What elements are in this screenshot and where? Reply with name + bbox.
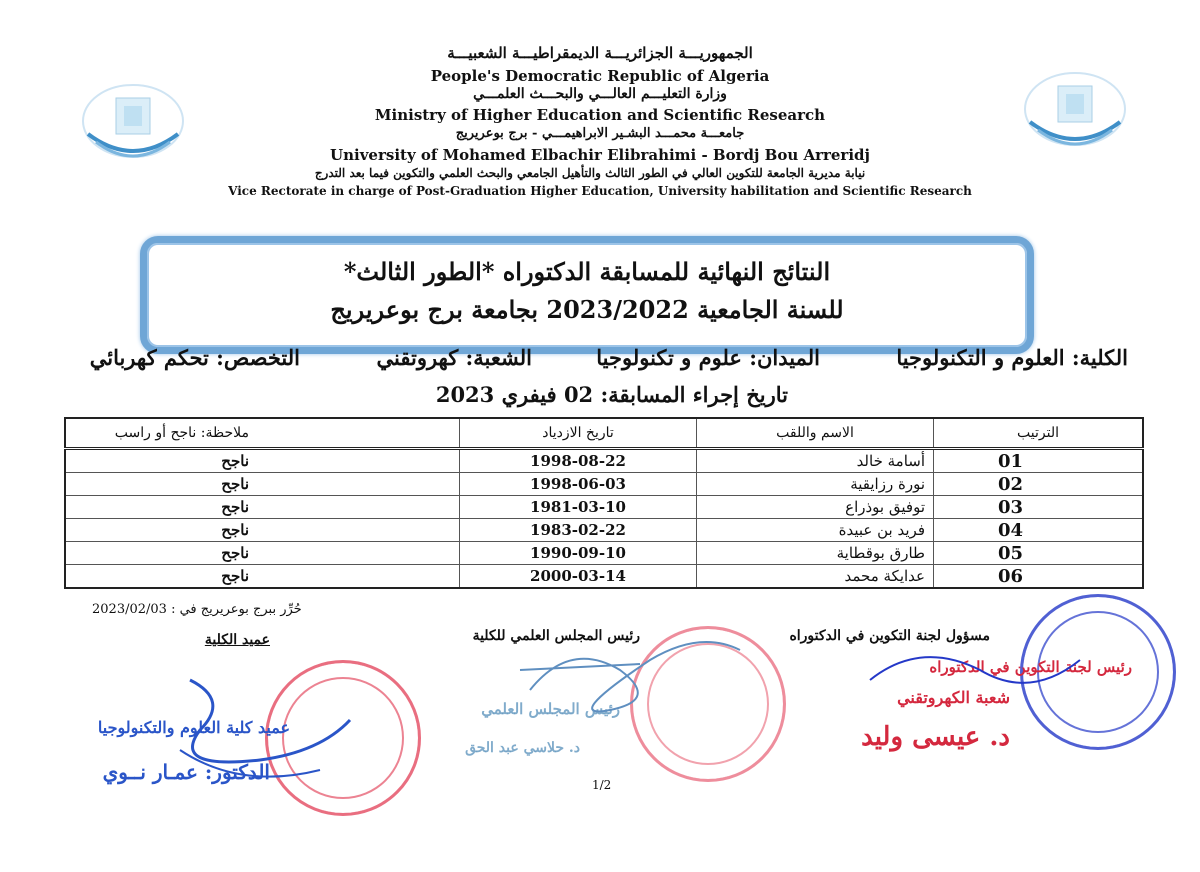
header-birth: تاريخ الازدياد	[460, 418, 697, 449]
page-number: 1/2	[592, 778, 612, 792]
cell-note: ناجح	[65, 565, 460, 589]
table-header-row	[65, 418, 1143, 449]
training-stamp-line1: رئيس لجنة التكوين في الدكتوراه	[929, 658, 1132, 676]
results-table	[64, 417, 1144, 589]
cell-name: فريد بن عبيدة	[697, 519, 934, 542]
cell-birth: 1981-03-10	[460, 496, 697, 519]
info-branch: الشعبة: كهروتقني	[376, 345, 532, 370]
university-ar: جامعـــة محمـــد البشـير الابراهيمـــي - برج بوعريريج	[455, 126, 745, 141]
banner-subtitle: للسنة الجامعية 2023/2022 بجامعة برج بوعريريج	[330, 295, 844, 324]
table-row	[65, 496, 1143, 519]
cell-name: توفيق بوذراع	[697, 496, 934, 519]
republic-ar: الجمهوريـــة الجزائريـــة الديمقراطيـــة الشعبيـــة	[447, 44, 753, 62]
university-en: University of Mohamed Elbachir Elibrahimi - Bordj Bou Arreridj	[330, 146, 870, 164]
cell-rank: 05	[934, 542, 1144, 565]
info-specialty: التخصص: تحكم كهربائي	[89, 345, 300, 370]
republic-en: People's Democratic Republic of Algeria	[430, 67, 770, 85]
sig-council-title: رئيس المجلس العلمي للكلية	[472, 628, 640, 644]
vice-rectorate-ar: نيابة مديرية الجامعة للتكوين العالي في الطور الثالث والتأهيل الجامعي والبحث العلمي والتكوين فيما بعد التدرج	[314, 166, 866, 180]
cell-birth: 1990-09-10	[460, 542, 697, 565]
issued-date: حُرِّر ببرج بوعريريج في : 2023/02/03	[92, 602, 302, 617]
cell-name: عدايكة محمد	[697, 565, 934, 589]
exam-date: تاريخ إجراء المسابقة: 02 فيفري 2023	[435, 382, 788, 407]
cell-rank: 02	[934, 473, 1144, 496]
cell-rank: 01	[934, 449, 1144, 473]
council-signature-scribble	[500, 630, 760, 750]
cell-name: نورة رزايقية	[697, 473, 934, 496]
header-rank: الترتيب	[934, 418, 1144, 449]
results-title-banner	[140, 236, 1034, 354]
cell-rank: 04	[934, 519, 1144, 542]
vice-rectorate-en: Vice Rectorate in charge of Post-Graduation Higher Education, University habilitation and Scientific Research	[228, 184, 972, 198]
training-stamp-line3: د. عيسى وليد	[861, 722, 1010, 752]
cell-birth: 2000-03-14	[460, 565, 697, 589]
ministry-en: Ministry of Higher Education and Scientific Research	[374, 106, 826, 124]
dean-handwriting-line1: عميد كلية العلوم والتكنولوجيا	[97, 718, 290, 737]
council-stamp-line2: د. حلاسي عبد الحق	[465, 740, 580, 756]
table-row	[65, 449, 1143, 473]
table-row	[65, 565, 1143, 589]
training-stamp-line2: شعبة الكهروتقني	[897, 688, 1010, 707]
header-name: الاسم واللقب	[697, 418, 934, 449]
info-faculty: الكلية: العلوم و التكنولوجيا	[896, 345, 1128, 370]
cell-note: ناجح	[65, 449, 460, 473]
training-signature-scribble	[860, 640, 1100, 740]
cell-note: ناجح	[65, 473, 460, 496]
cell-note: ناجح	[65, 542, 460, 565]
cell-birth: 1998-06-03	[460, 473, 697, 496]
info-domain: الميدان: علوم و تكنولوجيا	[596, 345, 820, 370]
table-row	[65, 542, 1143, 565]
council-stamp-line1: رئيس المجلس العلمي	[481, 700, 620, 718]
header-note: ملاحظة: ناجح أو راسب	[65, 418, 460, 449]
dean-signature-scribble	[120, 660, 380, 800]
cell-birth: 1998-08-22	[460, 449, 697, 473]
cell-note: ناجح	[65, 519, 460, 542]
table-row	[65, 473, 1143, 496]
sig-training-title: مسؤول لجنة التكوين في الدكتوراه	[789, 628, 990, 644]
cell-name: طارق بوقطاية	[697, 542, 934, 565]
sig-dean-title: عميد الكلية	[204, 632, 270, 648]
cell-rank: 03	[934, 496, 1144, 519]
table-row	[65, 519, 1143, 542]
cell-note: ناجح	[65, 496, 460, 519]
cell-rank: 06	[934, 565, 1144, 589]
dean-handwriting-line2: الدكتور: عمـار نــوي	[102, 760, 270, 784]
cell-birth: 1983-02-22	[460, 519, 697, 542]
ministry-ar: وزارة التعليـــم العالـــي والبحـــث العلمـــي	[473, 86, 727, 102]
banner-title: النتائج النهائية للمسابقة الدكتوراه *الطور الثالث*	[343, 257, 831, 286]
cell-name: أسامة خالد	[697, 449, 934, 473]
